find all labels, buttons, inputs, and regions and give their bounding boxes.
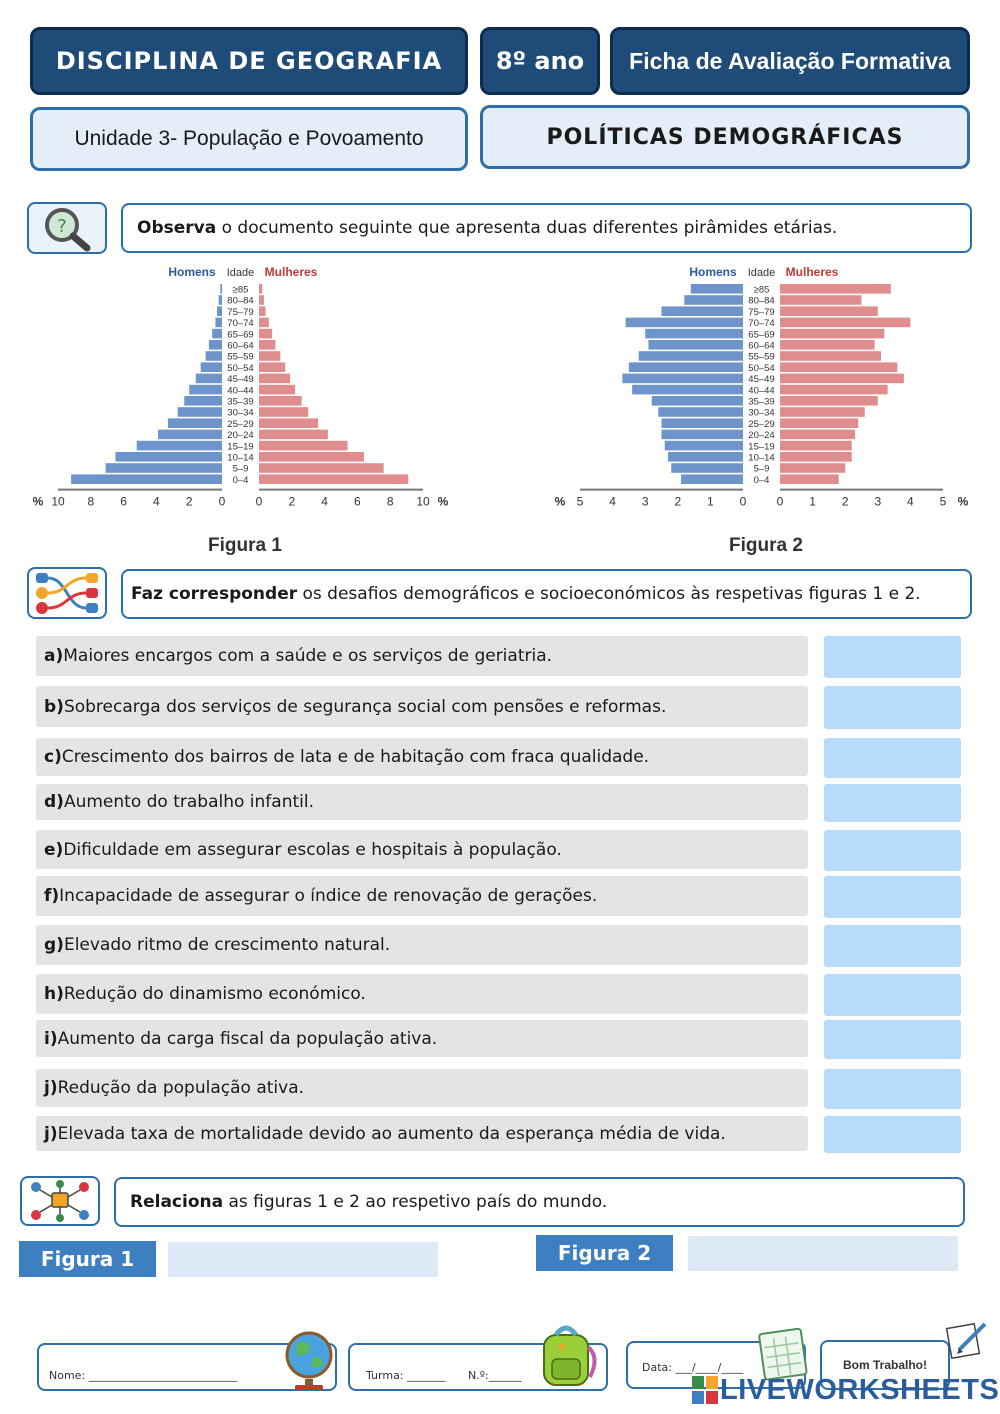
age-group-label: 80–84 (227, 295, 254, 307)
tick-label: 10 (416, 494, 430, 509)
men-bar (201, 362, 222, 372)
women-bar (259, 340, 275, 350)
item-answer-box[interactable] (824, 876, 961, 918)
age-group-label: 50–54 (748, 362, 775, 374)
item-text: Dificuldade em assegurar escolas e hospitais à população. (63, 839, 562, 860)
age-group-label: 15–19 (748, 441, 775, 453)
tick-label: 6 (354, 494, 361, 509)
instruction-match-bold: Faz corresponder (131, 584, 298, 604)
men-bar (184, 396, 222, 406)
number-field[interactable]: N.º:______ (468, 1369, 522, 1382)
men-bar (209, 340, 222, 350)
men-bar (115, 452, 222, 462)
item-key: d) (44, 792, 64, 812)
item-key: i) (44, 1028, 58, 1049)
age-group-label: 25–29 (748, 418, 775, 430)
age-group-label: 65–69 (227, 329, 254, 341)
tick-label: 5 (576, 494, 584, 509)
age-group-label: 50–54 (227, 362, 254, 374)
item-answer-box[interactable] (824, 974, 961, 1016)
men-bar (217, 306, 222, 316)
men-bar (106, 463, 222, 473)
figure-2-country-answer[interactable] (688, 1236, 958, 1271)
men-bar (71, 474, 222, 484)
women-bar (259, 306, 266, 316)
item-key: a) (44, 646, 64, 666)
age-group-label: 65–69 (748, 329, 775, 341)
men-bar (652, 396, 743, 406)
men-bar (629, 362, 743, 372)
topic-title: POLÍTICAS DEMOGRÁFICAS (546, 124, 904, 150)
match-icon-box (27, 567, 107, 619)
men-bar (212, 329, 222, 339)
matching-item (36, 636, 808, 676)
women-bar (780, 329, 884, 339)
women-bar (259, 374, 290, 384)
item-key: j) (44, 1123, 58, 1144)
tick-label: 5 (939, 494, 947, 509)
age-group-label: 70–74 (748, 318, 775, 330)
matching-item (36, 925, 808, 965)
matching-item (36, 686, 808, 727)
men-bar (178, 407, 222, 417)
item-key: e) (44, 839, 64, 860)
tick-label: 2 (288, 494, 296, 509)
women-bar (780, 441, 852, 451)
discipline-title: DISCIPLINA DE GEOGRAFIA (55, 47, 443, 75)
unit-label-right: % (957, 494, 969, 509)
instruction-relate (114, 1177, 965, 1227)
tick-label: 1 (809, 494, 816, 509)
men-bar (662, 306, 744, 316)
instruction-match-text: os desafios demográficos e socioeconómicos às respetivas figuras 1 e 2. (297, 584, 921, 604)
item-answer-box[interactable] (824, 686, 961, 729)
figure-1-caption: Figura 1 (208, 535, 282, 556)
tick-label: 0 (255, 494, 263, 509)
men-bar (691, 284, 743, 294)
men-bar (206, 351, 222, 361)
matching-item (36, 784, 808, 820)
unit-label-left: % (32, 494, 44, 509)
women-bar (780, 452, 852, 462)
tick-label: 3 (641, 494, 649, 509)
matching-icon (32, 570, 102, 616)
tick-label: 0 (739, 494, 747, 509)
age-group-label: 45–49 (227, 374, 254, 386)
item-answer-box[interactable] (824, 830, 961, 871)
pencil-paper-icon (945, 1320, 989, 1360)
age-group-label: 10–14 (748, 452, 775, 464)
matching-item (36, 830, 808, 869)
age-group-label: 40–44 (227, 385, 254, 397)
item-text: Aumento do trabalho infantil. (63, 792, 314, 812)
pyramid-age-label: Idade (747, 267, 776, 279)
magnifier-icon (37, 204, 97, 252)
figure-1-label: Figura 1 (19, 1241, 156, 1277)
sheet-type-title: Ficha de Avaliação Formativa (629, 47, 951, 74)
men-bar (665, 441, 743, 451)
item-key: f) (44, 886, 60, 906)
age-group-label: 75–79 (748, 306, 775, 318)
women-bar (259, 418, 318, 428)
women-bar (259, 430, 328, 440)
tick-label: 2 (841, 494, 849, 509)
age-group-label: 40–44 (748, 385, 775, 397)
tick-label: 8 (87, 494, 95, 509)
instruction-observe-text: o documento seguinte que apresenta duas diferentes pirâmides etárias. (216, 218, 838, 238)
age-group-label: 25–29 (227, 418, 254, 430)
unit-title: Unidade 3- População e Povoamento (74, 127, 424, 150)
unit-banner (30, 107, 468, 171)
age-group-label: 30–34 (227, 407, 254, 419)
women-bar (780, 418, 858, 428)
men-bar (219, 295, 222, 305)
women-bar (780, 362, 897, 372)
age-group-label: 30–34 (748, 407, 775, 419)
item-answer-box[interactable] (824, 1020, 961, 1059)
population-pyramid-figure-1 (25, 262, 465, 512)
men-bar (196, 374, 222, 384)
matching-item (36, 1069, 808, 1107)
matching-item (36, 1020, 808, 1057)
item-text: Elevada taxa de mortalidade devido ao aumento da esperança média de vida. (57, 1123, 726, 1144)
matching-item (36, 1116, 808, 1151)
women-bar (259, 463, 384, 473)
backpack-icon (532, 1323, 602, 1391)
women-bar (259, 441, 348, 451)
item-text: Sobrecarga dos serviços de segurança social com pensões e reformas. (63, 696, 667, 717)
age-group-label: 75–79 (227, 306, 254, 318)
sheet-type-banner (610, 27, 970, 95)
men-bar (648, 340, 743, 350)
pyramid-age-label: Idade (226, 267, 255, 279)
women-bar (259, 407, 308, 417)
age-group-label: 35–39 (748, 396, 775, 408)
women-bar (780, 474, 839, 484)
women-bar (780, 430, 855, 440)
matching-item (36, 738, 808, 776)
instruction-observe (121, 203, 972, 253)
item-key: b) (44, 696, 64, 717)
footer-name-box (37, 1343, 337, 1391)
men-bar (220, 284, 222, 294)
item-text: Redução da população ativa. (57, 1078, 305, 1098)
closing-text: Bom Trabalho! (842, 1358, 927, 1372)
unit-label-left: % (554, 494, 566, 509)
instruction-match (121, 569, 972, 619)
pyramid-men-label: Homens (168, 265, 216, 279)
women-bar (780, 318, 910, 328)
tick-label: 1 (707, 494, 714, 509)
men-bar (668, 452, 743, 462)
age-group-label: 70–74 (227, 318, 254, 330)
figure-1-country-answer[interactable] (168, 1242, 438, 1277)
pyramid-men-label: Homens (689, 265, 737, 279)
women-bar (780, 374, 904, 384)
women-bar (780, 463, 845, 473)
age-group-label: 20–24 (227, 430, 254, 442)
men-bar (662, 430, 744, 440)
item-text: Maiores encargos com a saúde e os serviços de geriatria. (63, 646, 553, 666)
date-field[interactable]: Data: ___/____/____ (642, 1361, 744, 1374)
men-bar (158, 430, 222, 440)
svg-text:?: ? (57, 216, 67, 237)
women-bar (259, 452, 364, 462)
men-bar (639, 351, 743, 361)
item-answer-box[interactable] (824, 925, 961, 967)
instruction-relate-text: as figuras 1 e 2 ao respetivo país do mundo. (223, 1192, 608, 1212)
item-text: Elevado ritmo de crescimento natural. (63, 935, 391, 955)
women-bar (780, 351, 881, 361)
age-group-label: 35–39 (227, 396, 254, 408)
women-bar (259, 362, 285, 372)
topic-banner (480, 105, 970, 169)
grade-banner (480, 27, 600, 95)
pyramid-women-label: Mulheres (785, 265, 839, 279)
tick-label: 4 (907, 494, 914, 509)
liveworksheets-watermark (692, 1372, 999, 1408)
discipline-banner (30, 27, 468, 95)
watermark-text: LIVEWORKSHEETS (720, 1373, 1000, 1406)
grade-label: 8º ano (495, 47, 585, 75)
age-group-label: 60–64 (748, 340, 775, 352)
globe-icon (279, 1327, 341, 1393)
item-answer-box[interactable] (824, 738, 961, 778)
item-text: Crescimento dos bairros de lata e de habitação com fraca qualidade. (61, 747, 650, 767)
item-answer-box[interactable] (824, 1069, 961, 1109)
item-answer-box[interactable] (824, 636, 961, 678)
men-bar (168, 418, 222, 428)
age-group-label: 55–59 (227, 351, 254, 363)
instruction-relate-bold: Relaciona (130, 1192, 224, 1212)
tick-label: 4 (609, 494, 616, 509)
figure-2-caption: Figura 2 (729, 535, 803, 556)
item-key: h) (44, 984, 64, 1004)
men-bar (684, 295, 743, 305)
tick-label: 0 (776, 494, 784, 509)
men-bar (681, 474, 743, 484)
age-group-label: ≥85 (753, 284, 770, 296)
women-bar (780, 340, 875, 350)
men-bar (189, 385, 222, 395)
instruction-observe-bold: Observa (137, 218, 217, 238)
age-group-label: 80–84 (748, 295, 775, 307)
tick-label: 8 (386, 494, 394, 509)
age-group-label: 55–59 (748, 351, 775, 363)
age-group-label: 20–24 (748, 430, 775, 442)
men-bar (626, 318, 743, 328)
women-bar (780, 306, 878, 316)
item-answer-box[interactable] (824, 784, 961, 822)
women-bar (259, 284, 262, 294)
men-bar (215, 318, 222, 328)
figure-2-label: Figura 2 (536, 1235, 673, 1271)
liveworksheets-logo-icon (692, 1376, 718, 1404)
women-bar (259, 351, 280, 361)
tick-label: 10 (51, 494, 65, 509)
women-bar (780, 396, 878, 406)
age-group-label: 0–4 (753, 474, 770, 486)
men-bar (137, 441, 222, 451)
unit-label-right: % (437, 494, 449, 509)
men-bar (645, 329, 743, 339)
age-group-label: ≥85 (232, 284, 249, 296)
pyramid-women-label: Mulheres (264, 265, 318, 279)
women-bar (259, 396, 302, 406)
item-key: j) (44, 1078, 58, 1098)
men-bar (662, 418, 744, 428)
age-group-label: 60–64 (227, 340, 254, 352)
item-key: c) (44, 747, 62, 767)
item-answer-box[interactable] (824, 1116, 961, 1153)
age-group-label: 15–19 (227, 441, 254, 453)
item-text: Redução do dinamismo económico. (63, 984, 366, 1004)
women-bar (780, 295, 862, 305)
women-bar (780, 407, 865, 417)
men-bar (632, 385, 743, 395)
tick-label: 2 (185, 494, 193, 509)
age-group-label: 5–9 (232, 463, 249, 475)
tick-label: 4 (153, 494, 160, 509)
age-group-label: 0–4 (232, 474, 249, 486)
item-key: g) (44, 935, 64, 955)
men-bar (671, 463, 743, 473)
women-bar (259, 318, 269, 328)
item-text: Aumento da carga fiscal da população ativa. (57, 1028, 438, 1049)
tick-label: 4 (321, 494, 328, 509)
matching-item (36, 974, 808, 1014)
age-group-label: 5–9 (753, 463, 770, 475)
footer-class-box (348, 1343, 608, 1391)
women-bar (780, 284, 891, 294)
men-bar (658, 407, 743, 417)
women-bar (259, 385, 295, 395)
item-text: Incapacidade de assegurar o índice de renovação de gerações. (59, 886, 598, 906)
women-bar (780, 385, 888, 395)
women-bar (259, 474, 408, 484)
age-group-label: 45–49 (748, 374, 775, 386)
class-field[interactable]: Turma: _______ (366, 1369, 446, 1382)
tick-label: 2 (674, 494, 682, 509)
age-group-label: 10–14 (227, 452, 254, 464)
population-pyramid-figure-2 (548, 262, 978, 512)
women-bar (259, 295, 264, 305)
women-bar (259, 329, 272, 339)
tick-label: 3 (874, 494, 882, 509)
relate-icon-box (20, 1176, 100, 1226)
observe-icon-box (27, 202, 107, 254)
name-field[interactable]: Nome: ___________________________ (49, 1369, 238, 1382)
network-icon (28, 1179, 92, 1223)
matching-item (36, 876, 808, 916)
tick-label: 6 (120, 494, 127, 509)
men-bar (622, 374, 743, 384)
tick-label: 0 (218, 494, 226, 509)
